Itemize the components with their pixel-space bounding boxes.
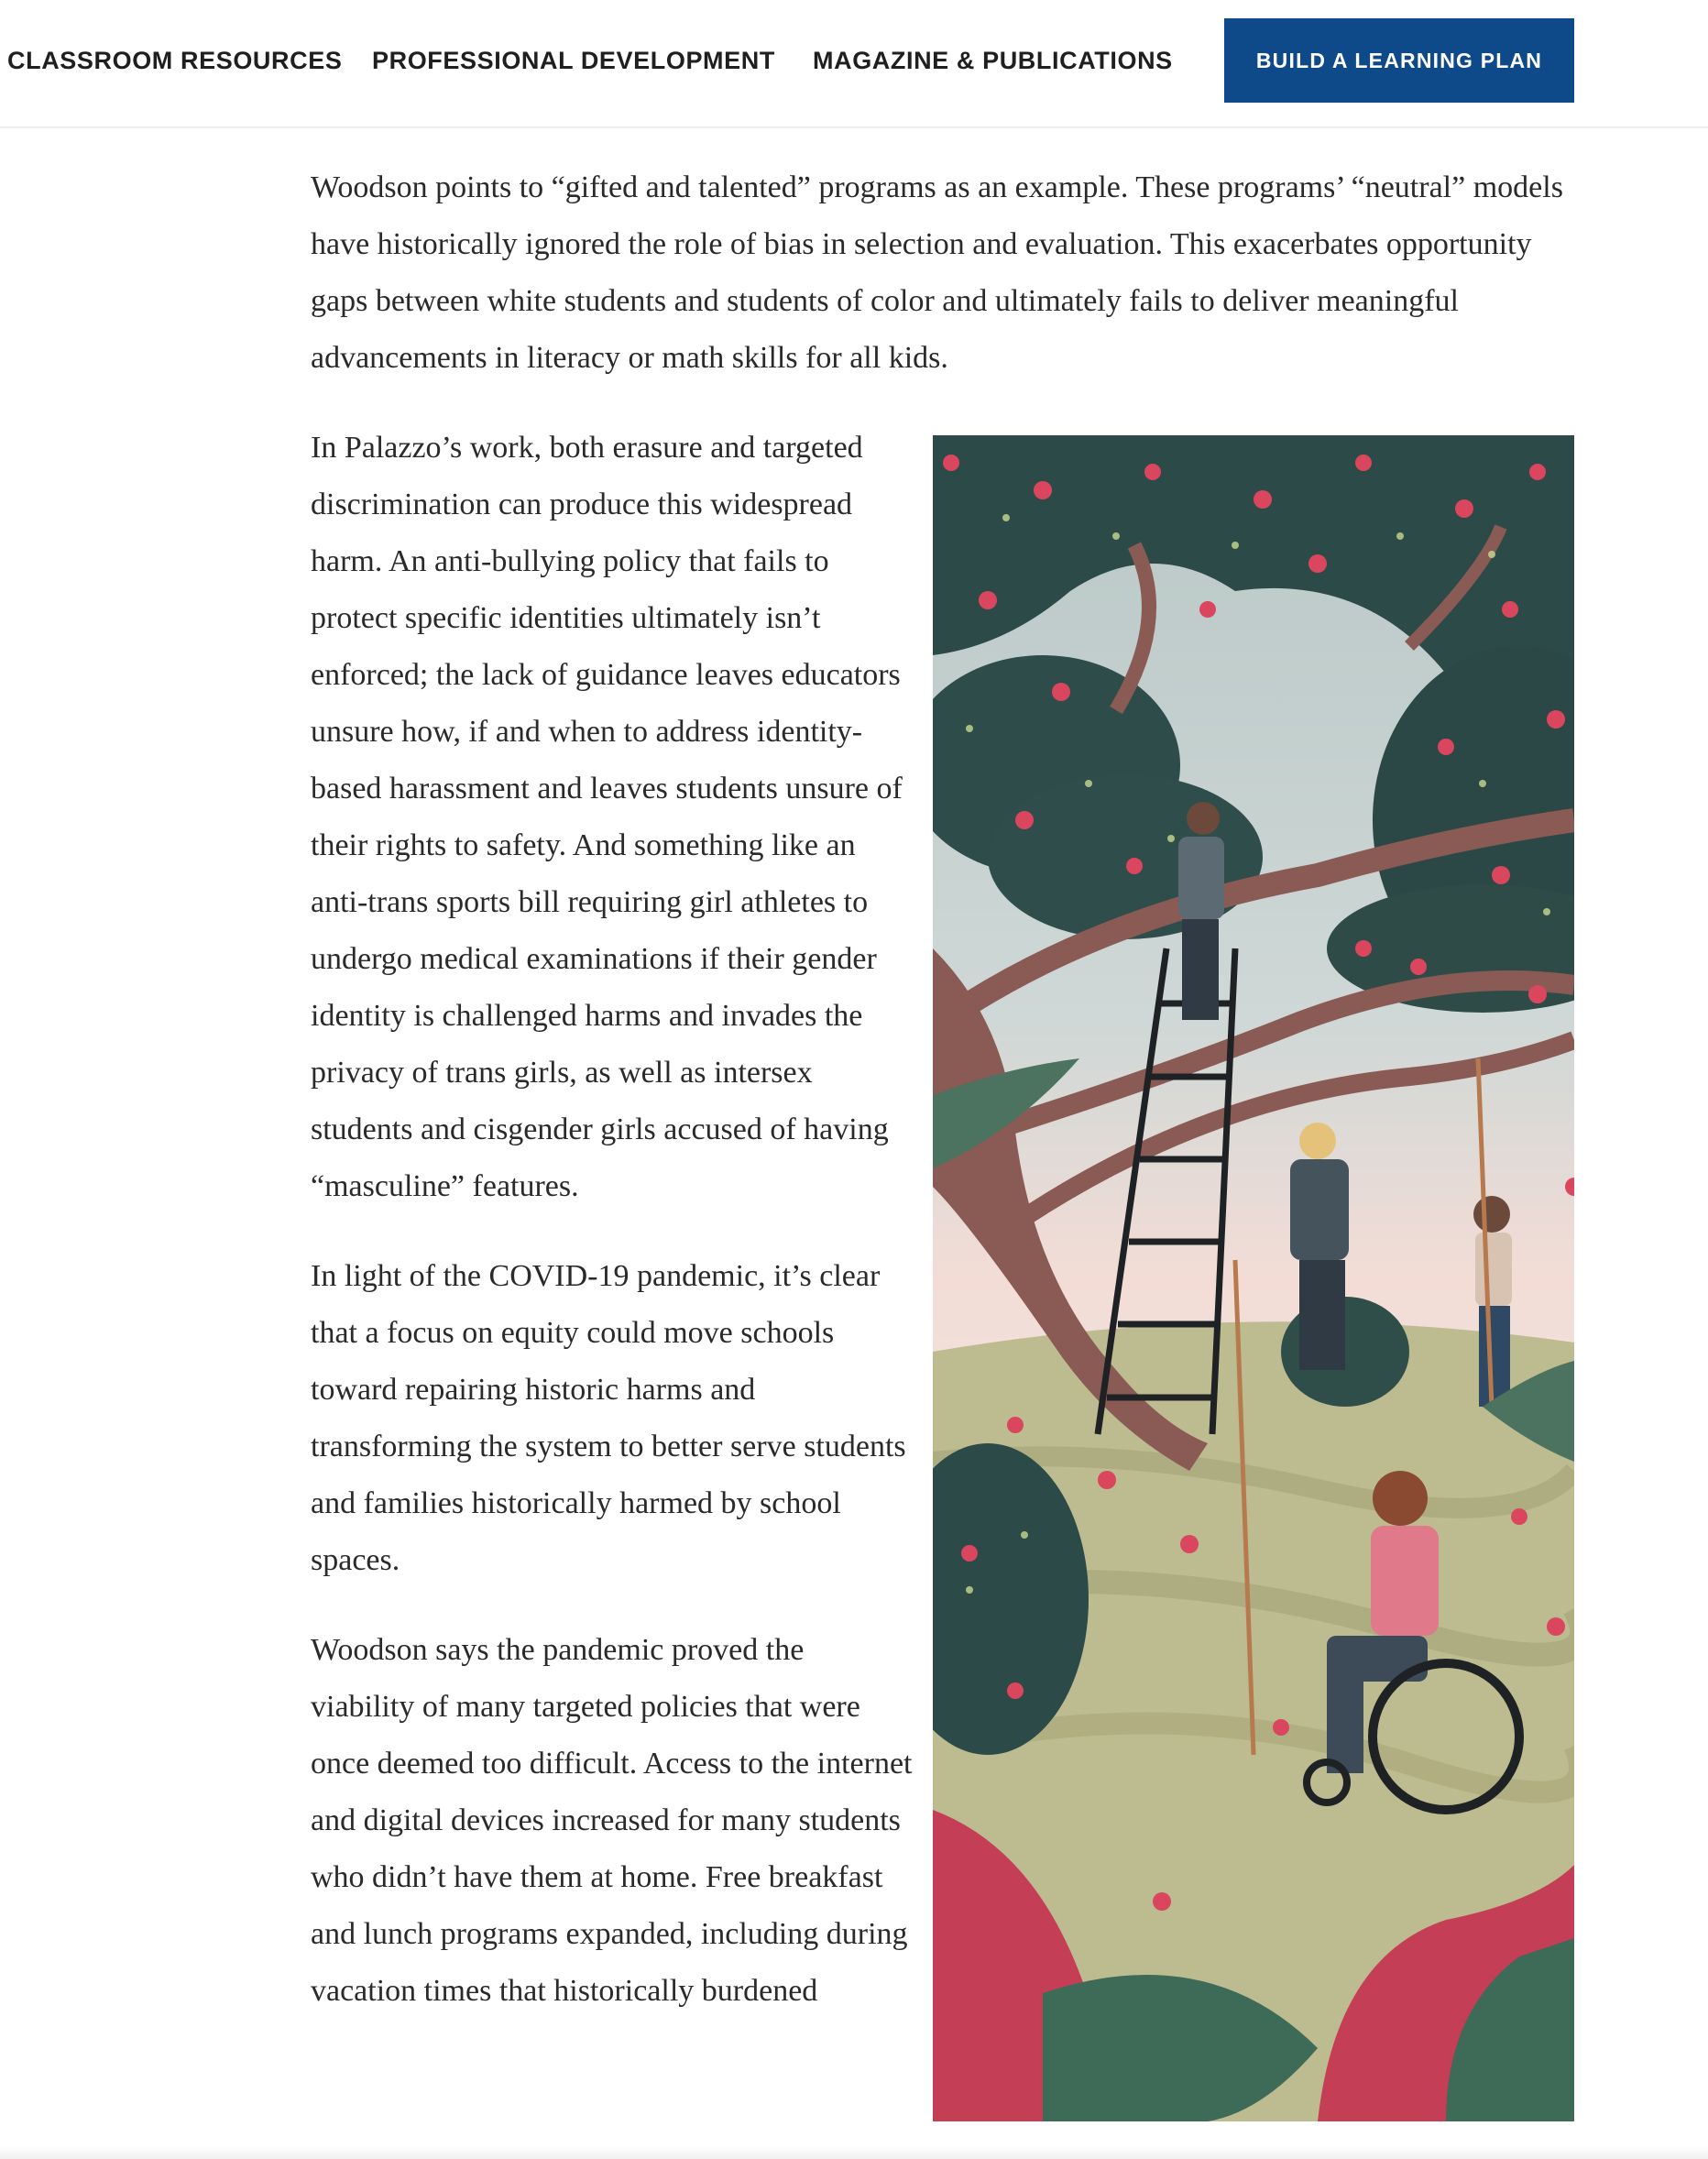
build-learning-plan-button[interactable]: BUILD A LEARNING PLAN — [1224, 18, 1574, 103]
paragraph-woodson-pandemic: Woodson says the pandemic proved the viability of many targeted policies that were once deemed too difficult. Access to the internet and digital devices increased for many students who didn’t have them at home. Free breakfast and lunch programs expanded, including during vacation times that historically burdened — [311, 1633, 913, 2008]
paragraph-covid: In light of the COVID-19 pandemic, it’s clear that a focus on equity could move schools toward repairing historic harms and transforming the system to better serve students and families historically harmed by school spaces. — [311, 1259, 906, 1577]
nav-classroom-resources[interactable]: CLASSROOM RESOURCES — [7, 47, 343, 74]
nav-magazine-publications[interactable]: MAGAZINE & PUBLICATIONS — [813, 47, 1173, 74]
bottom-edge-shadow — [0, 2146, 1708, 2159]
article-column — [311, 420, 915, 2053]
paragraph-intro: Woodson points to “gifted and talented” programs as an example. These programs’ “neutral” models have historically ignored the role of bias in selection and evaluation. This exacerbates opportunity gaps between white students and students of color and ultimately fails to deliver meaningful advancements in literacy or math skills for all kids. — [311, 170, 1563, 375]
nav-professional-development[interactable]: PROFESSIONAL DEVELOPMENT — [372, 47, 775, 74]
top-navigation — [0, 0, 1708, 128]
article-body — [311, 137, 1575, 387]
paragraph-palazzo: In Palazzo’s work, both erasure and targeted discrimination can produce this widespread harm. An anti-bullying policy that fails to protect specific identities ultimately isn’t enforced; the lack of guidance leaves educators unsure how, if and when to address identity-based harassment and leaves students unsure of their rights to safety. And something like an anti-trans sports bill requiring girl athletes to undergo medical examinations if their gender identity is challenged harms and invades the privacy of trans girls, as well as intersex students and cisgender girls accused of having “masculine” features. — [311, 431, 903, 1203]
apple-tree-illustration — [933, 435, 1574, 2121]
